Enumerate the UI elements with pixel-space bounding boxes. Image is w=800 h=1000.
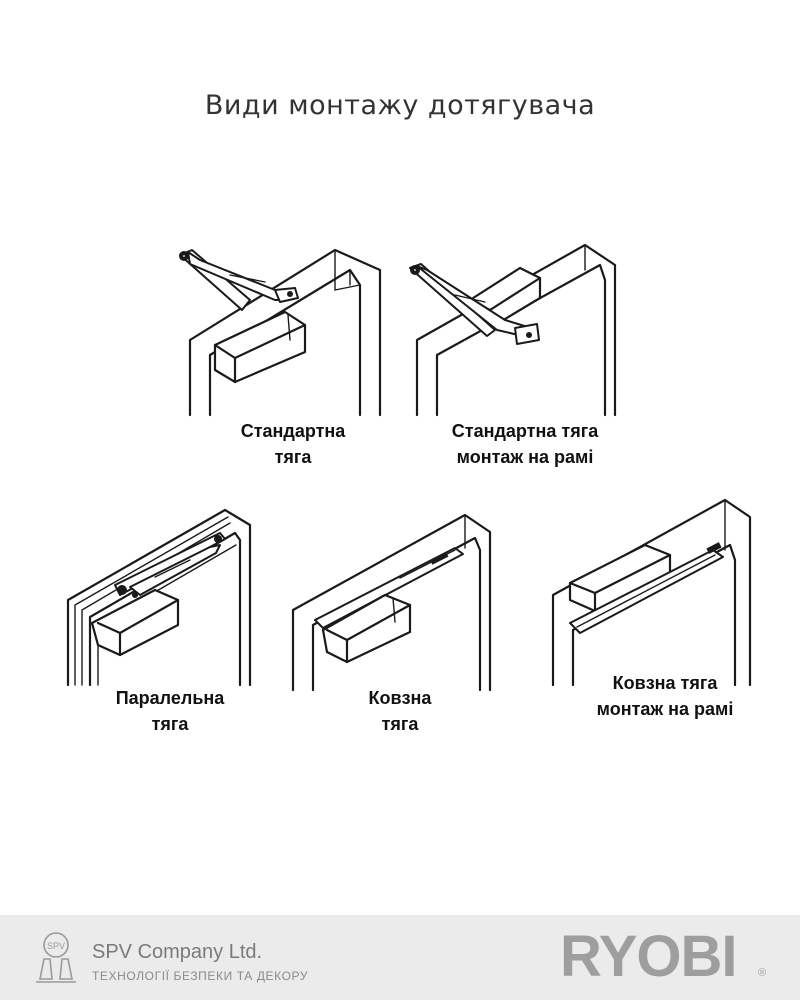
company-tagline: ТЕХНОЛОГІЇ БЕЗПЕКИ ТА ДЕКОРУ: [92, 969, 309, 983]
caption-line: тяга: [381, 714, 419, 734]
mounting-caption-slide: [320, 685, 480, 737]
company-name: SPV Company Ltd.: [92, 941, 263, 963]
mounting-caption-slide-frame: [565, 670, 765, 722]
caption-line: Ковзна тяга: [612, 673, 718, 693]
mounting-caption-parallel: [90, 685, 250, 737]
mounting-caption-standard-frame: [420, 418, 630, 470]
standard-arm-frame-mounted-door-closer-illustration: [405, 240, 625, 420]
parallel-arm-door-closer-illustration: [60, 505, 270, 690]
spv-logo-text: SPV: [46, 941, 66, 951]
standard-arm-door-closer-illustration: [170, 240, 390, 420]
caption-line: монтаж на рамі: [596, 699, 734, 719]
caption-line: монтаж на рамі: [456, 447, 594, 467]
footer-bar: [0, 915, 800, 1000]
mounting-caption-standard: [200, 418, 386, 470]
page-title: Види монтажу дотягувача: [204, 90, 596, 121]
caption-line: Стандартна тяга: [451, 421, 599, 441]
caption-line: Стандартна: [240, 421, 346, 441]
slide-track-door-closer-illustration: [285, 510, 505, 695]
caption-line: Ковзна: [368, 688, 432, 708]
registered-mark: ®: [758, 967, 767, 979]
ryobi-logo: RYOBI: [560, 924, 737, 989]
slide-track-frame-mounted-door-closer-illustration: [545, 495, 755, 690]
spv-logo-icon: [30, 929, 82, 987]
caption-line: тяга: [151, 714, 189, 734]
caption-line: Паралельна: [115, 688, 225, 708]
caption-line: тяга: [274, 447, 312, 467]
